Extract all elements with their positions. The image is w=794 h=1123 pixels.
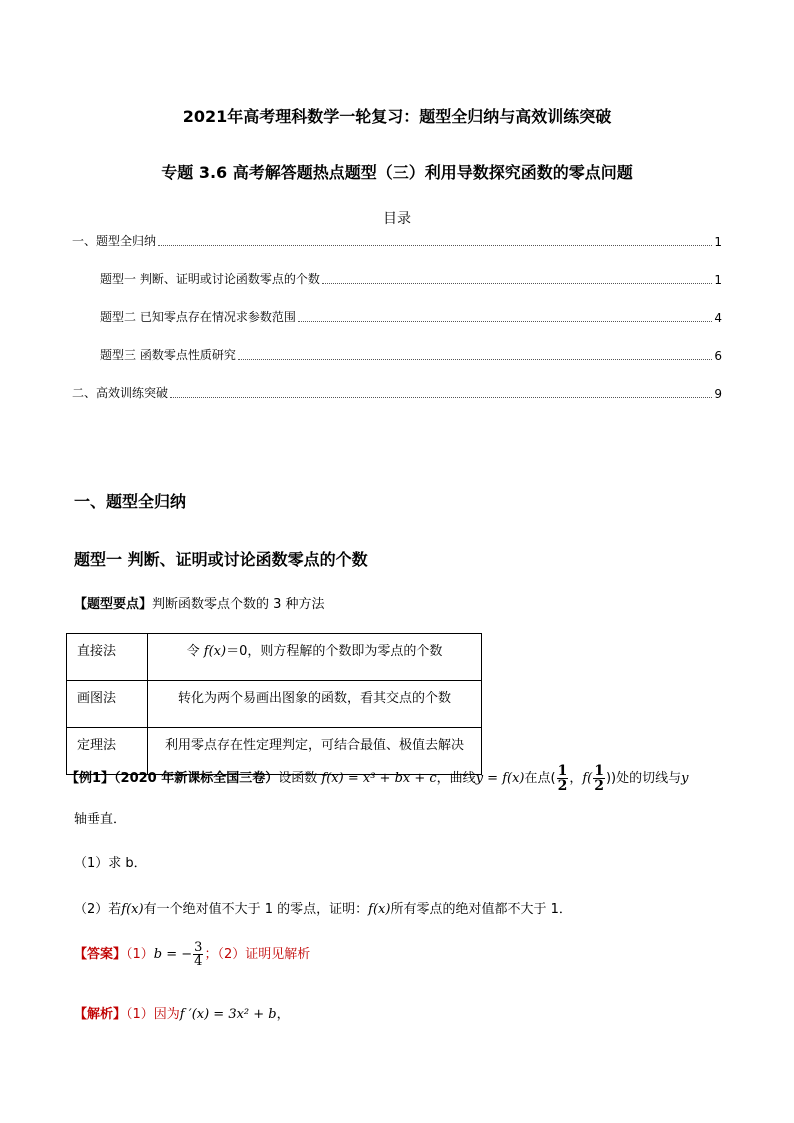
document-title: 2021年高考理科数学一轮复习：题型全归纳与高效训练突破	[182, 107, 612, 126]
table-row	[67, 681, 482, 728]
example-source: （2020 年新课标全国三卷）	[114, 771, 279, 786]
key-points-tag: 【题型要点】	[74, 597, 153, 612]
method-name: 直接法	[67, 634, 148, 681]
toc-item-page: 1	[714, 273, 722, 287]
toc-item-page: 1	[714, 235, 722, 249]
section-heading: 一、题型全归纳	[74, 492, 187, 511]
toc-leader	[298, 321, 713, 322]
method-desc: 转化为两个易画出图象的函数，看其交点的个数	[148, 681, 482, 728]
toc-item[interactable]	[100, 308, 722, 325]
example-function: f(x) = x³ + bx + c	[321, 771, 437, 786]
fraction: $\frac{3}{4}$	[194, 940, 203, 969]
method-name: 画图法	[67, 681, 148, 728]
toc-item[interactable]	[100, 346, 722, 363]
toc-leader	[322, 283, 713, 284]
toc-item-label: 一、题型全归纳	[72, 234, 157, 248]
toc-item-label: 二、高效训练突破	[72, 386, 169, 400]
toc-leader	[170, 397, 712, 398]
toc-item-page: 9	[714, 387, 722, 401]
analysis-line: 【解析】（1）因为f ′(x) = 3x² + b，	[74, 1007, 290, 1022]
example-line-1: 【例1】（2020 年新课标全国三卷）设函数 f(x) = x³ + bx + c，曲线y = f(x)在点( $\frac{1}{2}$ ，f( $\frac{1}{2}$ ))处的切线与y	[66, 763, 689, 794]
key-points-text: 判断函数零点个数的 3 种方法	[152, 597, 325, 612]
document-subtitle: 专题 3.6 高考解答题热点题型（三）利用导数探究函数的零点问题	[161, 163, 633, 182]
toc-heading: 目录	[383, 211, 411, 227]
method-name: 定理法	[67, 728, 148, 775]
example-curve: y = f(x)	[475, 771, 525, 786]
question-1: （1）求 b．	[74, 856, 147, 871]
toc-leader	[238, 359, 713, 360]
analysis-tag: 【解析】	[74, 1007, 127, 1022]
example-line-2: 轴垂直．	[74, 812, 127, 827]
answer-line: 【答案】（1）b = − $\frac{3}{4}$ ；（2）证明见解析	[74, 940, 311, 969]
toc-item[interactable]	[100, 270, 722, 287]
answer-tag: 【答案】	[74, 947, 127, 962]
key-points-line	[74, 593, 325, 612]
toc-item[interactable]	[72, 232, 722, 249]
method-desc: 利用零点存在性定理判定，可结合最值、极值去解决	[148, 728, 482, 775]
toc-leader	[158, 245, 712, 246]
table-row	[67, 634, 482, 681]
example-tag: 【例1】	[66, 771, 115, 786]
section-subheading: 题型一 判断、证明或讨论函数零点的个数	[74, 550, 368, 569]
toc-item-label: 题型一 判断、证明或讨论函数零点的个数	[100, 272, 320, 286]
method-desc: 令 f(x)＝0，则方程解的个数即为零点的个数	[148, 634, 482, 681]
fraction: $\frac{1}{2}$	[557, 763, 568, 794]
toc-item[interactable]	[72, 384, 722, 401]
toc-item-label: 题型三 函数零点性质研究	[100, 348, 236, 362]
toc-item-page: 6	[714, 349, 722, 363]
question-2: （2）若f(x)有一个绝对值不大于 1 的零点，证明：f(x)所有零点的绝对值都不大于 1．	[74, 902, 572, 917]
toc-item-page: 4	[714, 311, 722, 325]
methods-table	[66, 633, 482, 775]
fraction: $\frac{1}{2}$	[594, 763, 604, 794]
example-text: 设函数	[278, 771, 318, 786]
derivative-expr: f ′(x) = 3x² + b	[179, 1007, 277, 1022]
toc-item-label: 题型二 已知零点存在情况求参数范围	[100, 310, 296, 324]
